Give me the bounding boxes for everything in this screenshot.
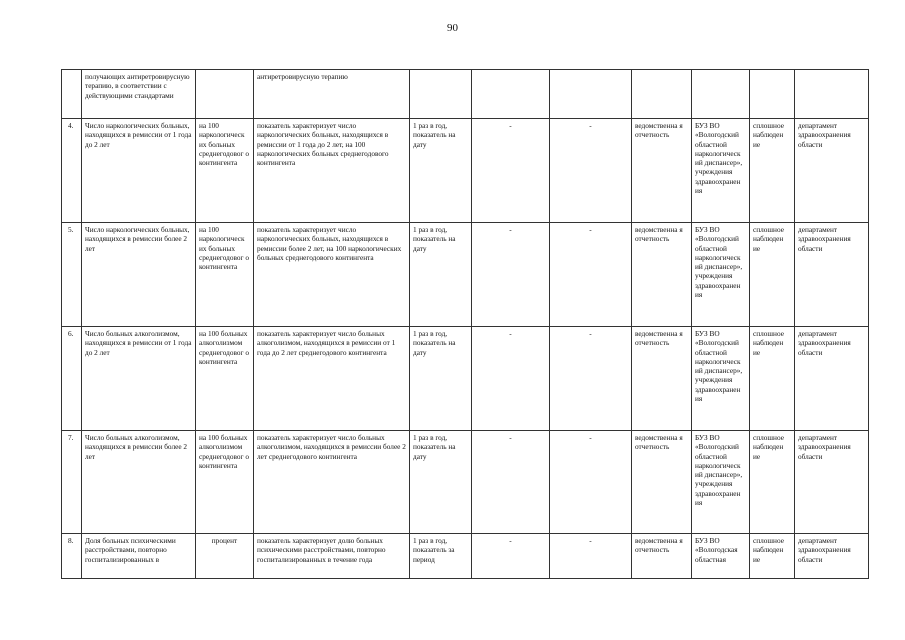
cell-frequency: 1 раз в год, показатель за период [410,534,472,579]
page-number: 90 [447,22,458,34]
cell-c7: - [550,327,632,431]
cell-responsible: департамент здравоохранения области [795,223,869,327]
cell-name: Число наркологических больных, находящихся в ремиссии от 1 года до 2 лет [82,119,196,223]
cell-org [692,70,750,119]
cell-description: показатель характеризует число больных алкоголизмом, находящихся в ремиссии более 2 лет среднегодового контингента [254,431,410,534]
cell-frequency: 1 раз в год, показатель на дату [410,223,472,327]
cell-frequency: 1 раз в год, показатель на дату [410,119,472,223]
cell-c7: - [550,431,632,534]
cell-name: Число наркологических больных, находящихся в ремиссии более 2 лет [82,223,196,327]
table-row-continuation [62,70,869,119]
cell-name: Число больных алкоголизмом, находящихся в ремиссии от 1 года до 2 лет [82,327,196,431]
cell-unit [196,70,254,119]
cell-num [62,70,82,119]
cell-source: ведомственна я отчетность [632,534,692,579]
table-row [62,223,869,327]
cell-method: сплошное наблюден ие [750,534,795,579]
cell-name: Доля больных психическими расстройствами, повторно госпитализированных в [82,534,196,579]
cell-c7: - [550,534,632,579]
table-row [62,327,869,431]
cell-method: сплошное наблюден ие [750,223,795,327]
cell-unit: процент [196,534,254,579]
cell-unit: на 100 больных алкоголизмом среднегодовог о контингента [196,431,254,534]
cell-unit: на 100 больных алкоголизмом среднегодовог о контингента [196,327,254,431]
cell-source: ведомственна я отчетность [632,327,692,431]
cell-frequency: 1 раз в год, показатель на дату [410,431,472,534]
cell-description: показатель характеризует долю больных психическими расстройствами, повторно госпитализированных в течение года [254,534,410,579]
cell-responsible [795,70,869,119]
cell-description: показатель характеризует число наркологических больных, находящихся в ремиссии от 1 года до 2 лет, на 100 наркологических больных среднегодового контингента [254,119,410,223]
cell-unit: на 100 наркологическ их больных среднегодовог о контингента [196,119,254,223]
cell-c6: - [472,119,550,223]
cell-frequency: 1 раз в год, показатель на дату [410,327,472,431]
cell-c6: - [472,431,550,534]
cell-org: БУЗ ВО «Вологодский областной наркологическ ий диспансер», учреждения здравоохранен ия [692,327,750,431]
cell-frequency [410,70,472,119]
cell-name: получающих антиретровирусную терапию, в соответствии с действующими стандартами [82,70,196,119]
cell-method [750,70,795,119]
cell-responsible: департамент здравоохранения области [795,431,869,534]
cell-responsible: департамент здравоохранения области [795,327,869,431]
cell-c6: - [472,223,550,327]
cell-num: 4. [62,119,82,223]
cell-method: сплошное наблюден ие [750,431,795,534]
cell-num: 5. [62,223,82,327]
cell-source: ведомственна я отчетность [632,223,692,327]
cell-c6 [472,70,550,119]
cell-description: показатель характеризует число больных алкоголизмом, находящихся в ремиссии от 1 года до 2 лет среднегодового контингента [254,327,410,431]
cell-unit: на 100 наркологическ их больных среднегодовог о контингента [196,223,254,327]
cell-org: БУЗ ВО «Вологодский областной наркологическ ий диспансер», учреждения здравоохранен ия [692,431,750,534]
table-row [62,534,869,579]
table-row [62,119,869,223]
cell-org: БУЗ ВО «Вологодский областной наркологическ ий диспансер», учреждения здравоохранен ия [692,223,750,327]
cell-c7: - [550,223,632,327]
cell-method: сплошное наблюден ие [750,327,795,431]
table-row [62,431,869,534]
cell-name: Число больных алкоголизмом, находящихся в ремиссии более 2 лет [82,431,196,534]
cell-org: БУЗ ВО «Вологодский областной наркологическ ий диспансер», учреждения здравоохранен ия [692,119,750,223]
cell-c7 [550,70,632,119]
cell-num: 8. [62,534,82,579]
cell-num: 7. [62,431,82,534]
cell-num: 6. [62,327,82,431]
cell-source: ведомственна я отчетность [632,119,692,223]
cell-source: ведомственна я отчетность [632,431,692,534]
cell-c6: - [472,327,550,431]
cell-description: показатель характеризует число наркологических больных, находящихся в ремиссии более 2 лет, на 100 наркологических больных среднегодового контингента [254,223,410,327]
cell-responsible: департамент здравоохранения области [795,534,869,579]
cell-source [632,70,692,119]
cell-description: антиретровирусную терапию [254,70,410,119]
indicators-table [61,69,869,579]
cell-method: сплошное наблюден ие [750,119,795,223]
cell-responsible: департамент здравоохранения области [795,119,869,223]
cell-org: БУЗ ВО «Вологодская областная [692,534,750,579]
cell-c6: - [472,534,550,579]
cell-c7: - [550,119,632,223]
